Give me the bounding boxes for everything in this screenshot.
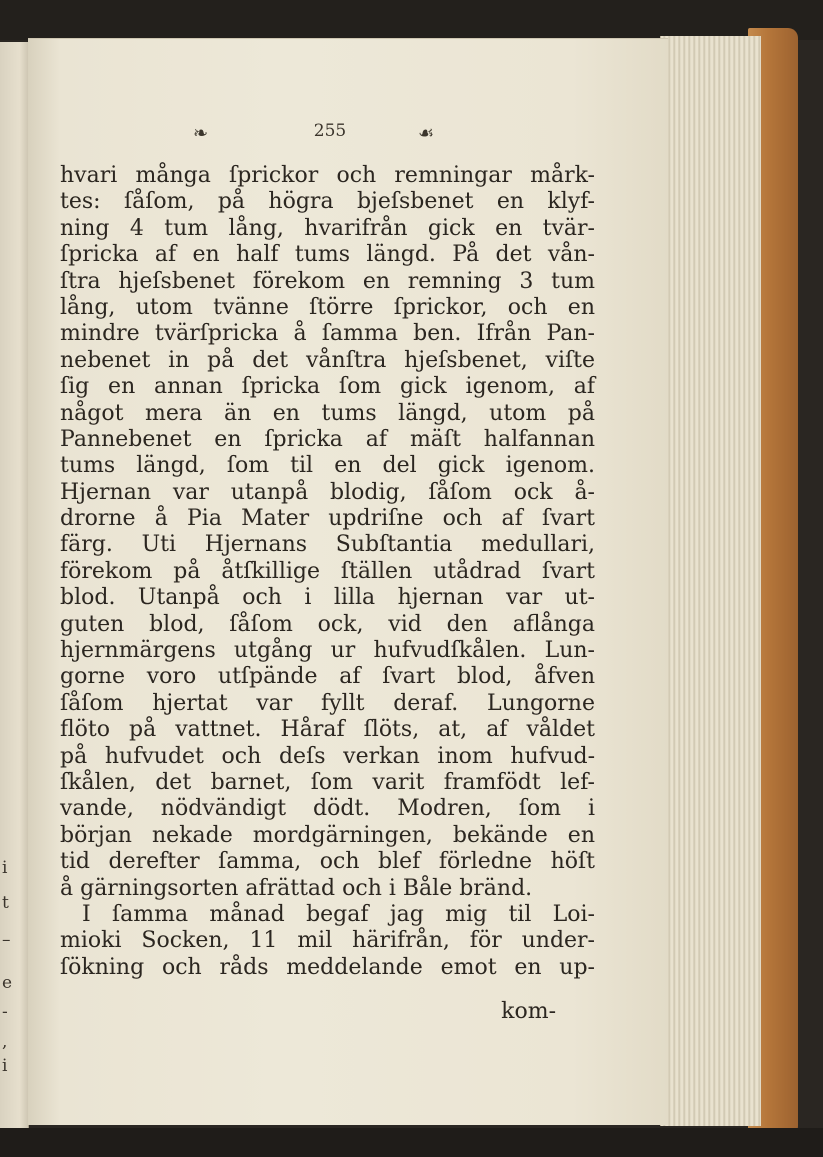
text-line: förekom på åtſkillige ſtällen utådrad ſvart: [60, 558, 595, 584]
text-line: blod. Utanpå och i lilla hjernan var ut-: [60, 585, 595, 611]
body-text: [60, 163, 595, 981]
text-line: guten blod, ſåſom ock, vid den aflånga: [60, 611, 595, 637]
text-line: ſig en annan ſpricka ſom gick igenom, af: [60, 374, 595, 400]
background-top: [0, 0, 823, 40]
text-line: Pannebenet en ſpricka af mäſt halfannan: [60, 426, 595, 452]
text-line: tes: ſåſom, på högra bjeſsbenet en klyf-: [60, 189, 595, 215]
text-line: hjernmärgens utgång ur hufvudſkålen. Lun-: [60, 638, 595, 664]
text-line: färg. Uti Hjernans Subſtantia medullari,: [60, 532, 595, 558]
text-line: på hufvudet och deſs verkan inom hufvud-: [60, 743, 595, 769]
running-head: [193, 119, 473, 149]
text-line: mioki Socken, 11 mil härifrån, för under-: [60, 928, 595, 954]
page-number: 255: [313, 121, 347, 141]
text-line: något mera än en tums längd, utom på: [60, 400, 595, 426]
text-line: ſpricka af en half tums längd. På det vån-: [60, 242, 595, 268]
text-line: I ſamma månad begaf jag mig til Loi-: [82, 901, 595, 927]
previous-page-fragment: t: [2, 893, 9, 913]
text-line: nebenet in på det vånſtra hjeſsbenet, viſte: [60, 347, 595, 373]
previous-page-fragment: e: [2, 973, 13, 993]
book-page: [28, 38, 668, 1125]
text-line: ſåſom hjertat var fyllt deraf. Lungorne: [60, 690, 595, 716]
page-block-edges: [660, 36, 761, 1126]
fleuron-left-icon: ❧: [193, 123, 209, 144]
text-line: ſkålen, det barnet, ſom varit framfödt lef-: [60, 769, 595, 795]
background-bottom: [0, 1128, 823, 1157]
text-line: mindre tvärſpricka å ſamma ben. Ifrån Pan-: [60, 321, 595, 347]
text-line: ſtra hjeſsbenet förekom en remning 3 tum: [60, 268, 595, 294]
previous-page-fragment: i: [2, 858, 8, 878]
catchword: kom-: [501, 999, 556, 1024]
text-line: vande, nödvändigt dödt. Modren, ſom i: [60, 796, 595, 822]
previous-page-fragment: –: [2, 930, 11, 950]
text-line: lång, utom tvänne ſtörre ſprickor, och en: [60, 294, 595, 320]
text-line: tums längd, ſom til en del gick igenom.: [60, 453, 595, 479]
fleuron-right-icon: ☙: [418, 123, 435, 144]
text-line: å gärningsorten afrättad och i Båle bränd.: [60, 875, 533, 901]
text-line: ning 4 tum lång, hvarifrån gick en tvär-: [60, 215, 595, 241]
text-line: drorne å Pia Mater updriſne och af ſvart: [60, 506, 595, 532]
text-line: flöto på vattnet. Håraf ſlöts, at, af våldet: [60, 717, 595, 743]
text-line: hvari många ſprickor och remningar mårk-: [60, 163, 595, 188]
text-line: början nekade mordgärningen, bekände en: [60, 822, 595, 848]
text-line: tid derefter ſamma, och blef förledne höſt: [60, 849, 595, 875]
text-line: ſökning och råds meddelande emot en up-: [60, 954, 595, 980]
previous-page-fragment: -: [2, 1002, 8, 1022]
previous-page-fragment: ,: [2, 1032, 8, 1052]
text-line: gorne voro utſpände af ſvart blod, åfven: [60, 664, 595, 690]
text-line: Hjernan var utanpå blodig, ſåſom ock å-: [60, 479, 595, 505]
previous-page-strip: [0, 42, 29, 1128]
previous-page-fragment: i: [2, 1056, 8, 1076]
